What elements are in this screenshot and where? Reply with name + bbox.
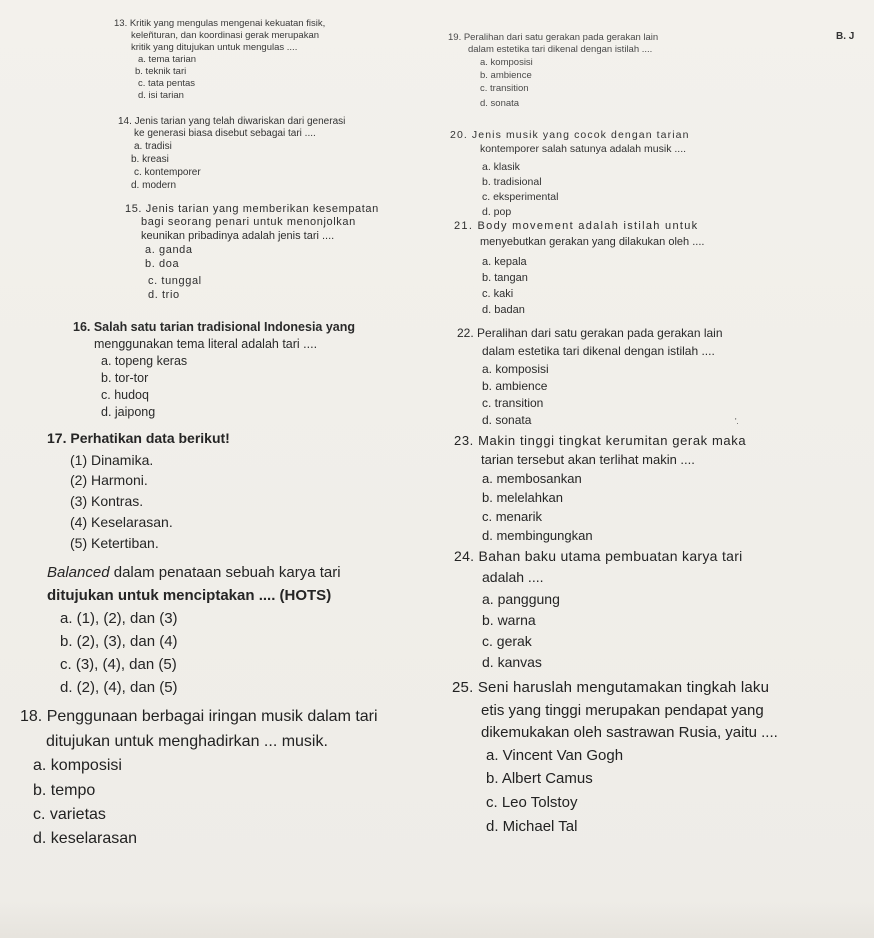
question-stem: adalah ....	[482, 569, 544, 585]
answer-option[interactable]: b. ambience	[480, 70, 532, 81]
answer-option[interactable]: b. ambience	[482, 379, 548, 393]
answer-option[interactable]: a. komposisi	[480, 57, 533, 68]
question-stem: ke generasi biasa disebut sebagai tari ....	[134, 128, 316, 139]
question-stem: 15. Jenis tarian yang memberikan kesempatan	[125, 203, 379, 215]
data-item: (1) Dinamika.	[70, 452, 154, 468]
data-item: (5) Ketertiban.	[70, 535, 159, 551]
question-stem: 19. Peralihan dari satu gerakan pada gerakan lain	[448, 32, 659, 43]
answer-option[interactable]: d. isi tarian	[138, 90, 184, 101]
question-stem: menggunakan tema literal adalah tari ....	[94, 337, 318, 351]
question-stem: 23. Makin tinggi tingkat kerumitan gerak maka	[454, 433, 747, 448]
answer-option[interactable]: c. transition	[482, 396, 544, 410]
answer-option[interactable]: a. panggung	[482, 591, 560, 607]
answer-option[interactable]: a. komposisi	[33, 757, 122, 774]
question-stem: tarian tersebut akan terlihat makin ....	[481, 452, 695, 467]
answer-option[interactable]: a. Vincent Van Gogh	[486, 747, 624, 764]
answer-option[interactable]: c. tunggal	[148, 275, 202, 287]
question-stem: keleñturan, dan koordinasi gerak merupakan	[131, 30, 320, 41]
answer-option[interactable]: a. komposisi	[482, 362, 549, 376]
question-stem: kontemporer salah satunya adalah musik ....	[480, 143, 687, 155]
answer-option[interactable]: d. trio	[148, 289, 180, 301]
question-stem: kritik yang ditujukan untuk mengulas ....	[131, 42, 298, 53]
question-stem: keunikan pribadinya adalah jenis tari ....	[141, 230, 335, 242]
question-stem: 16. Salah satu tarian tradisional Indonesia yang	[73, 320, 356, 334]
answer-option[interactable]: a. ganda	[145, 244, 193, 256]
answer-option[interactable]: b. doa	[145, 258, 180, 270]
answer-option[interactable]: d. keselarasan	[33, 830, 138, 847]
answer-option[interactable]: c. tata pentas	[138, 78, 196, 89]
answer-option[interactable]: d. jaipong	[101, 405, 156, 419]
answer-option[interactable]: b. (2), (3), dan (4)	[60, 633, 178, 650]
answer-option[interactable]: c. transition	[480, 83, 529, 94]
corner-fragment: B. J	[836, 31, 855, 42]
question-stem: ditujukan untuk menghadirkan ... musik.	[46, 733, 328, 750]
answer-option[interactable]: c. gerak	[482, 633, 532, 649]
question-stem: 14. Jenis tarian yang telah diwariskan dari generasi	[118, 116, 346, 127]
question-stem: 24. Bahan baku utama pembuatan karya tari	[454, 548, 743, 564]
question-stem: 20. Jenis musik yang cocok dengan tarian	[450, 129, 690, 141]
question-stem: 17. Perhatikan data berikut!	[47, 430, 230, 446]
answer-option[interactable]: c. kaki	[482, 288, 514, 300]
answer-option[interactable]: b. kreasi	[131, 154, 169, 165]
paper-shadow	[0, 900, 874, 938]
question-stem: ditujukan untuk menciptakan .... (HOTS)	[47, 587, 332, 604]
answer-option[interactable]: c. varietas	[33, 806, 106, 823]
answer-option[interactable]: d. (2), (4), dan (5)	[60, 679, 178, 696]
question-stem: dalam estetika tari dikenal dengan istilah ....	[482, 344, 715, 358]
answer-option[interactable]: b. melelahkan	[482, 490, 563, 505]
question-stem	[47, 564, 341, 581]
answer-option[interactable]: c. eksperimental	[482, 191, 559, 203]
question-stem: 22. Peralihan dari satu gerakan pada gerakan lain	[457, 326, 723, 340]
question-stem: 18. Penggunaan berbagai iringan musik dalam tari	[20, 708, 378, 725]
answer-option[interactable]: a. (1), (2), dan (3)	[60, 610, 178, 627]
question-stem: etis yang tinggi merupakan pendapat yang	[481, 702, 764, 719]
answer-option[interactable]: a. klasik	[482, 161, 520, 173]
answer-option[interactable]: d. modern	[131, 180, 177, 191]
italic-term: Balanced	[47, 564, 110, 581]
answer-option[interactable]: d. pop	[482, 206, 512, 218]
question-stem: 21. Body movement adalah istilah untuk	[454, 220, 699, 232]
answer-option[interactable]: b. tempo	[33, 782, 96, 799]
stray-mark: '.	[735, 417, 739, 426]
answer-option[interactable]: b. Albert Camus	[486, 770, 593, 787]
question-stem: bagi seorang penari untuk menonjolkan	[141, 216, 356, 228]
question-stem: 13. Kritik yang mengulas mengenai kekuatan fisik,	[114, 18, 326, 29]
answer-option[interactable]: d. kanvas	[482, 654, 542, 670]
data-item: (4) Keselarasan.	[70, 514, 173, 530]
answer-option[interactable]: b. tradisional	[482, 176, 542, 188]
answer-option[interactable]: a. membosankan	[482, 471, 582, 486]
answer-option[interactable]: a. tradisi	[134, 141, 172, 152]
answer-option[interactable]: a. kepala	[482, 256, 527, 268]
data-item: (3) Kontras.	[70, 493, 144, 509]
data-item: (2) Harmoni.	[70, 472, 148, 488]
answer-option[interactable]: d. sonata	[480, 98, 520, 109]
answer-option[interactable]: c. menarik	[482, 509, 542, 524]
answer-option[interactable]: a. tema tarian	[138, 54, 197, 65]
answer-option[interactable]: b. tangan	[482, 272, 528, 284]
answer-option[interactable]: a. topeng keras	[101, 354, 188, 368]
answer-option[interactable]: d. sonata	[482, 413, 532, 427]
answer-option[interactable]: b. tor-tor	[101, 371, 149, 385]
answer-option[interactable]: c. Leo Tolstoy	[486, 794, 578, 811]
stem-text: dalam penataan sebuah karya tari	[109, 564, 341, 581]
question-stem: menyebutkan gerakan yang dilakukan oleh ....	[480, 236, 705, 248]
answer-option[interactable]: d. Michael Tal	[486, 818, 578, 835]
answer-option[interactable]: c. kontemporer	[134, 167, 201, 178]
answer-option[interactable]: d. badan	[482, 304, 525, 316]
answer-option[interactable]: d. membingungkan	[482, 528, 593, 543]
question-stem: dalam estetika tari dikenal dengan istilah ....	[468, 44, 653, 55]
question-stem: 25. Seni haruslah mengutamakan tingkah laku	[452, 679, 770, 696]
answer-option[interactable]: c. (3), (4), dan (5)	[60, 656, 177, 673]
question-stem: dikemukakan oleh sastrawan Rusia, yaitu ....	[481, 724, 778, 741]
answer-option[interactable]: b. teknik tari	[135, 66, 187, 77]
answer-option[interactable]: c. hudoq	[101, 388, 149, 402]
answer-option[interactable]: b. warna	[482, 612, 536, 628]
